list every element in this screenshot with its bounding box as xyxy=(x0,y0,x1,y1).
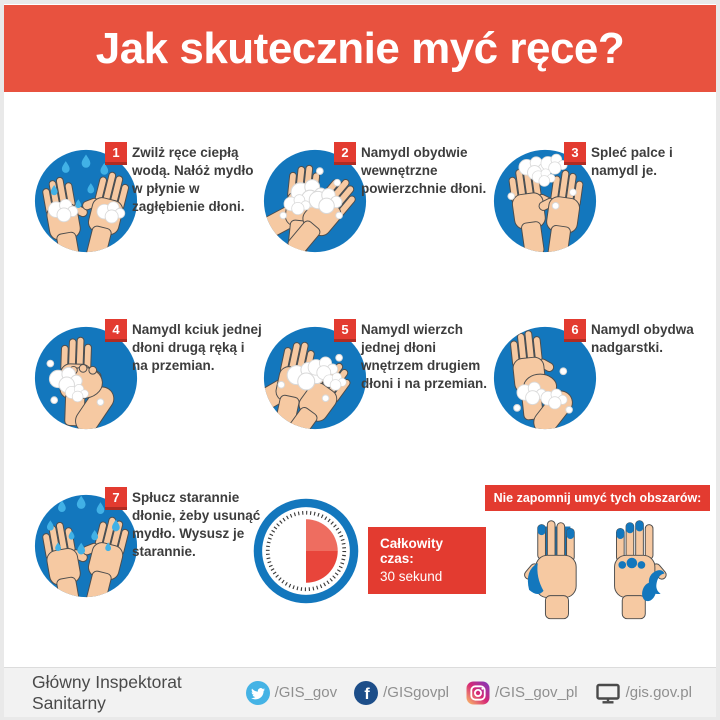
header-banner xyxy=(4,5,716,92)
step-cell-6 xyxy=(492,315,720,467)
reminder-title: Nie zapomnij umyć tych obszarów: xyxy=(493,491,702,505)
instagram-icon xyxy=(466,681,490,705)
step-number-badge: 7 xyxy=(105,487,127,510)
svg-text:f: f xyxy=(364,685,370,703)
social-item-twitter xyxy=(246,681,338,705)
step-text: Namydl wierzch jednej dłoni wnętrzem drugiem dłoni i na przemian. xyxy=(361,322,488,391)
facebook-icon xyxy=(354,681,378,705)
reminder-section xyxy=(492,483,720,635)
clock-icon xyxy=(250,495,362,607)
step-number-badge: 5 xyxy=(334,319,356,342)
step-cell-2 xyxy=(262,138,490,290)
step-cell-3 xyxy=(492,138,720,290)
website-icon xyxy=(595,681,621,705)
hands-highlight-illustration xyxy=(518,515,690,635)
timer-label-box xyxy=(368,527,486,594)
social-handle: /gis.gov.pl xyxy=(625,684,692,701)
step-number-badge: 3 xyxy=(564,142,586,165)
twitter-icon xyxy=(246,681,270,705)
organization-name: Główny Inspektorat Sanitarny xyxy=(32,671,182,713)
timer-section xyxy=(262,483,490,635)
timer-value: 30 sekund xyxy=(380,569,443,584)
step-number-badge: 4 xyxy=(105,319,127,342)
social-handle: /GIS_gov_pl xyxy=(495,684,578,701)
step-text: Namydl kciuk jednej dłoni drugą ręką i na przemian. xyxy=(132,322,262,373)
step-cell-4 xyxy=(33,315,261,467)
social-handle: /GISgovpl xyxy=(383,684,449,701)
timer-label: Całkowity czas: xyxy=(380,536,444,566)
step-text: Spłucz starannie dłonie, żeby usunąć mydło. Wysusz je starannie. xyxy=(132,490,261,559)
step-cell-7 xyxy=(33,483,261,635)
social-handle: /GIS_gov xyxy=(274,684,338,701)
step-number-badge: 2 xyxy=(334,142,356,165)
step-cell-1 xyxy=(33,138,261,290)
step-cell-5 xyxy=(262,315,490,467)
social-links xyxy=(246,681,716,705)
social-item-facebook xyxy=(354,681,449,705)
step-text: Namydl obydwie wewnętrzne powierzchnie dłoni. xyxy=(361,145,487,196)
reminder-banner xyxy=(485,485,710,511)
step-text: Zwilż ręce ciepłą wodą. Nałóż mydło w płynie w zagłębienie dłoni. xyxy=(132,145,254,214)
step-text: Spleć palce i namydl je. xyxy=(591,145,673,178)
step-number-badge: 1 xyxy=(105,142,127,165)
social-item-instagram xyxy=(466,681,578,705)
social-item-website xyxy=(595,681,692,705)
step-number-badge: 6 xyxy=(564,319,586,342)
footer-bar xyxy=(4,667,716,717)
step-text: Namydl obydwa nadgarstki. xyxy=(591,322,694,355)
page-title: Jak skutecznie myć ręce? xyxy=(95,23,625,73)
